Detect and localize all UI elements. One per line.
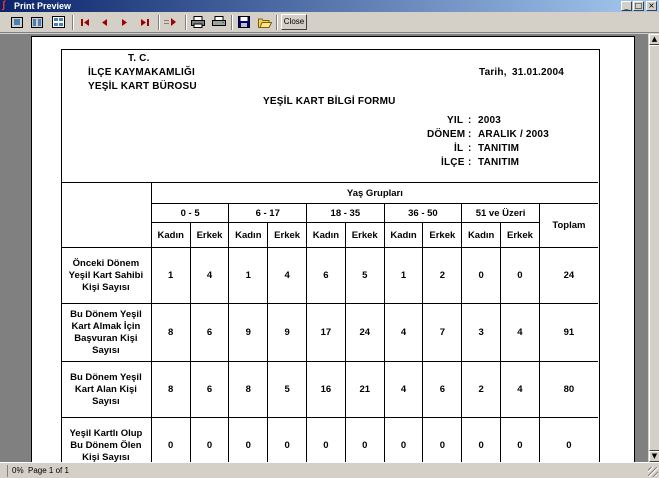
table-row (61, 248, 598, 304)
data-cell: 4 (501, 362, 540, 418)
age-group-header-cell: 18 - 35 (307, 204, 385, 223)
status-bar (0, 462, 659, 478)
data-cell: 6 (190, 362, 229, 418)
last-page-icon[interactable] (138, 15, 152, 29)
data-cell: 8 (151, 304, 190, 362)
total-cell: 0 (539, 418, 598, 463)
data-cell: 7 (423, 304, 462, 362)
data-cell: 5 (268, 362, 307, 418)
status-divider (7, 465, 8, 477)
field-label-donem: DÖNEM (427, 129, 466, 140)
age-group-header-cell: 6 - 17 (229, 204, 307, 223)
close-window-button[interactable]: × (646, 1, 657, 11)
data-cell: 0 (229, 418, 268, 463)
data-cell: 0 (384, 418, 423, 463)
close-preview-button[interactable]: Close (281, 14, 307, 30)
report-form-title: YEŞİL KART BİLGİ FORMU (263, 96, 396, 107)
total-cell: 24 (539, 248, 598, 304)
data-cell: 2 (462, 362, 501, 418)
data-cell: 4 (268, 248, 307, 304)
data-cell: 0 (423, 418, 462, 463)
resize-grip-icon[interactable] (648, 467, 658, 477)
data-cell: 4 (384, 304, 423, 362)
report-page (31, 36, 635, 462)
report-frame (61, 49, 600, 462)
zoom-status: 0% (12, 466, 24, 475)
save-icon[interactable] (237, 15, 251, 29)
data-cell: 3 (462, 304, 501, 362)
data-cell: 4 (501, 304, 540, 362)
data-cell: 8 (229, 362, 268, 418)
field-value-yil: 2003 (478, 115, 502, 126)
total-cell: 80 (539, 362, 598, 418)
report-country: T. C. (128, 53, 150, 64)
data-cell: 5 (345, 248, 384, 304)
gender-header-cell: Kadın (384, 223, 423, 248)
row-label: Yeşil Kartlı Olup Bu Dönem Ölen Kişi Sayısı (61, 418, 151, 463)
data-cell: 0 (462, 418, 501, 463)
age-group-header-cell: 0 - 5 (151, 204, 229, 223)
report-bureau: YEŞİL KART BÜROSU (88, 81, 197, 92)
row-label: Bu Dönem Yeşil Kart Alan Kişi Sayısı (61, 362, 151, 418)
field-sep: : (468, 115, 472, 126)
report-date-label: Tarih, (479, 67, 507, 78)
scroll-down-icon[interactable]: ▼ (649, 451, 659, 462)
field-sep: : (468, 157, 472, 168)
row-label: Bu Dönem Yeşil Kart Almak İçin Başvuran Kişi Sayısı (61, 304, 151, 362)
maximize-button[interactable]: □ (634, 1, 643, 10)
data-cell: 6 (190, 304, 229, 362)
report-date-value: 31.01.2004 (512, 67, 565, 78)
data-cell: 0 (501, 248, 540, 304)
data-cell: 0 (268, 418, 307, 463)
prev-page-icon[interactable] (97, 15, 111, 29)
total-cell: 91 (539, 304, 598, 362)
data-cell: 4 (190, 248, 229, 304)
two-page-icon[interactable] (30, 15, 44, 29)
window-title: Print Preview (14, 1, 72, 11)
data-cell: 1 (229, 248, 268, 304)
toolbar-separator (276, 15, 278, 30)
app-icon: ʃ (2, 0, 6, 11)
age-group-header-cell: 36 - 50 (384, 204, 462, 223)
data-cell: 17 (307, 304, 346, 362)
page-status: Page 1 of 1 (28, 466, 69, 475)
vertical-scrollbar[interactable] (648, 34, 659, 462)
data-cell: 4 (384, 362, 423, 418)
corner-cell (61, 183, 151, 248)
data-cell: 0 (307, 418, 346, 463)
data-cell: 2 (423, 248, 462, 304)
data-cell: 0 (501, 418, 540, 463)
one-page-icon[interactable] (10, 15, 24, 29)
total-header: Toplam (539, 204, 598, 248)
data-cell: 1 (151, 248, 190, 304)
toolbar-separator (185, 15, 187, 30)
toolbar-separator (231, 15, 233, 30)
title-bar (0, 0, 659, 12)
gender-header-cell: Erkek (345, 223, 384, 248)
age-group-header-cell: 51 ve Üzeri (462, 204, 540, 223)
next-page-icon[interactable] (117, 15, 131, 29)
toolbar-separator (158, 15, 160, 30)
row-label: Önceki Dönem Yeşil Kart Sahibi Kişi Sayısı (61, 248, 151, 304)
toolbar (0, 12, 659, 33)
field-label-ilce: İLÇE (441, 157, 465, 168)
field-sep: : (468, 129, 472, 140)
scroll-thumb[interactable] (649, 45, 659, 451)
gender-header-cell: Erkek (501, 223, 540, 248)
data-cell: 6 (307, 248, 346, 304)
data-cell: 9 (268, 304, 307, 362)
scroll-up-icon[interactable]: ▲ (649, 34, 659, 45)
first-page-icon[interactable] (78, 15, 92, 29)
open-icon[interactable] (258, 15, 272, 29)
goto-page-icon[interactable] (164, 15, 178, 29)
gender-header-cell: Erkek (423, 223, 462, 248)
field-sep: : (468, 143, 472, 154)
field-value-il: TANITIM (478, 143, 520, 154)
gender-header-cell: Kadın (307, 223, 346, 248)
print-icon[interactable] (191, 15, 205, 29)
data-cell: 1 (384, 248, 423, 304)
data-cell: 8 (151, 362, 190, 418)
table-row (61, 304, 598, 362)
data-cell: 9 (229, 304, 268, 362)
data-cell: 16 (307, 362, 346, 418)
multi-page-icon[interactable] (51, 15, 65, 29)
field-value-donem: ARALIK / 2003 (478, 129, 549, 140)
statistics-table (61, 182, 598, 462)
field-value-ilce: TANITIM (478, 157, 520, 168)
data-cell: 0 (190, 418, 229, 463)
data-cell: 0 (345, 418, 384, 463)
data-cell: 21 (345, 362, 384, 418)
preview-canvas[interactable] (0, 34, 648, 462)
report-office: İLÇE KAYMAKAMLIĞI (88, 67, 195, 78)
data-cell: 0 (462, 248, 501, 304)
gender-header-cell: Erkek (268, 223, 307, 248)
table-row (61, 418, 598, 463)
field-label-il: İL (454, 143, 464, 154)
data-cell: 6 (423, 362, 462, 418)
data-cell: 24 (345, 304, 384, 362)
gender-header-cell: Kadın (229, 223, 268, 248)
minimize-button[interactable]: _ (621, 1, 632, 11)
gender-header-cell: Kadın (151, 223, 190, 248)
data-cell: 0 (151, 418, 190, 463)
table-row (61, 362, 598, 418)
gender-header-cell: Kadın (462, 223, 501, 248)
printer-setup-icon[interactable] (212, 15, 226, 29)
gender-header-cell: Erkek (190, 223, 229, 248)
field-label-yil: YIL (447, 115, 464, 126)
age-group-header: Yaş Grupları (151, 183, 598, 204)
toolbar-separator (72, 15, 74, 30)
